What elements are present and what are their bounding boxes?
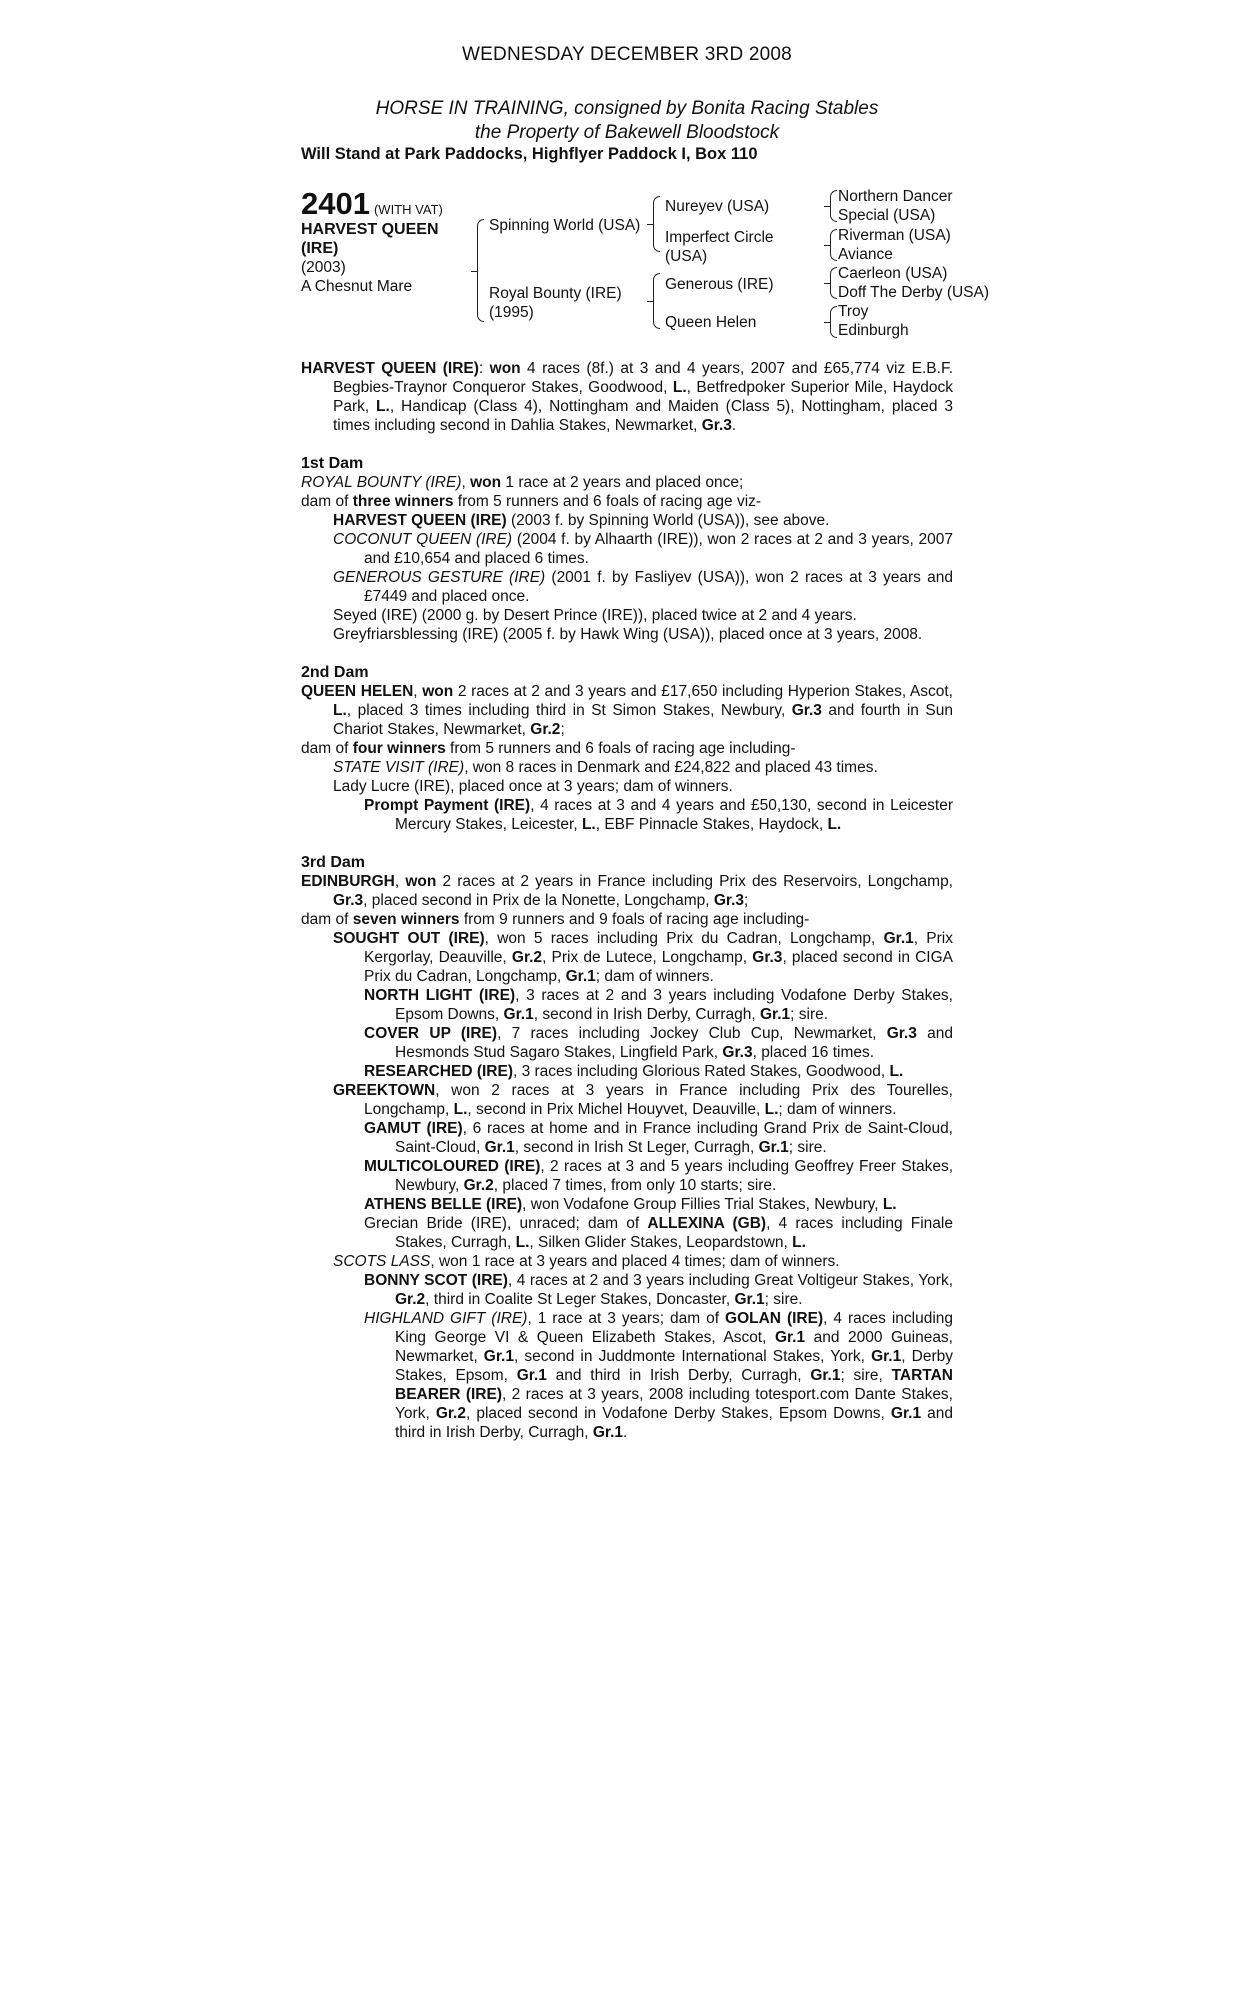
pedigree-sire-dam bbox=[665, 228, 774, 266]
third-dam-record: EDINBURGH, won 2 races at 2 years in France including Prix des Reservoirs, Longchamp, Gr.3, placed second in Prix de la Nonette, Longchamp, Gr.3; bbox=[301, 873, 953, 909]
pedigree-dss: Caerleon (USA) bbox=[838, 265, 948, 282]
sire-parents-brace bbox=[653, 196, 660, 252]
third-dam-heading: 3rd Dam bbox=[301, 854, 366, 871]
horse-name: HARVEST QUEEN bbox=[301, 221, 439, 238]
first-dam-section bbox=[301, 454, 953, 644]
pedigree-sire-dam-name: Imperfect Circle bbox=[665, 229, 774, 246]
pedigree-dam-sire: Generous (IRE) bbox=[665, 276, 774, 293]
pedigree-sire-sire: Nureyev (USA) bbox=[665, 198, 770, 215]
second-dam-record: QUEEN HELEN, won 2 races at 2 and 3 years and £17,650 including Hyperion Stakes, Ascot, L., placed 3 times including third in St Simon Stakes, Newbury, Gr.3 and fourth in Sun Chariot Stakes, Newmarket, Gr.2; bbox=[301, 683, 953, 738]
consignor-line: HORSE IN TRAINING, consigned by Bonita Racing Stables bbox=[375, 98, 879, 119]
pedigree-dam bbox=[489, 284, 622, 322]
produce-item: RESEARCHED (IRE), 3 races including Glorious Rated Stakes, Goodwood, L. bbox=[364, 1063, 904, 1080]
horse-country: (IRE) bbox=[301, 240, 339, 257]
produce-item: MULTICOLOURED (IRE), 2 races at 3 and 5 years including Geoffrey Freer Stakes, Newbury, Gr.2, placed 7 times, from only 10 starts; sire. bbox=[364, 1158, 954, 1194]
third-dam-section bbox=[301, 853, 953, 1442]
pedigree-dsd: Doff The Derby (USA) bbox=[838, 284, 990, 301]
pedigree-sire: Spinning World (USA) bbox=[489, 217, 641, 234]
lot-number: 2401 bbox=[301, 186, 370, 221]
produce-item: SCOTS LASS, won 1 race at 3 years and placed 4 times; dam of winners. bbox=[333, 1253, 840, 1270]
pedigree-dds: Troy bbox=[838, 303, 869, 320]
produce-item: HIGHLAND GIFT (IRE), 1 race at 3 years; dam of GOLAN (IRE), 4 races including King George VI & Queen Elizabeth Stakes, Ascot, Gr.1 and 2000 Guineas, Newmarket, Gr.1, second in Juddmonte International Stakes, York, Gr.1, Derby Stakes, Epsom, Gr.1 and third in Irish Derby, Curragh, Gr.1; sire, TARTAN BEARER (IRE), 2 races at 3 years, 2008 including totesport.com Dante Stakes, York, Gr.2, placed second in Vodafone Derby Stakes, Epsom Downs, Gr.1 and third in Irish Derby, Curragh, Gr.1. bbox=[364, 1310, 954, 1441]
pedigree-dam-year: (1995) bbox=[489, 304, 534, 321]
brace-g3-1 bbox=[830, 190, 837, 222]
second-dam-produce-summary: dam of four winners from 5 runners and 6 foals of racing age including- bbox=[301, 740, 796, 757]
property-line: the Property of Bakewell Bloodstock bbox=[474, 122, 780, 143]
produce-item: GENEROUS GESTURE (IRE) (2001 f. by Fasliyev (USA)), won 2 races at 3 years and £7449 and placed once. bbox=[333, 569, 953, 605]
produce-item: GAMUT (IRE), 6 races at home and in France including Grand Prix de Saint-Cloud, Saint-Cloud, Gr.1, second in Irish St Leger, Curragh, Gr.1; sire. bbox=[364, 1120, 953, 1156]
second-dam-section bbox=[301, 663, 953, 834]
second-dam-heading: 2nd Dam bbox=[301, 664, 369, 681]
produce-item: Grecian Bride (IRE), unraced; dam of ALLEXINA (GB), 4 races including Finale Stakes, Curragh, L., Silken Glider Stakes, Leopardstown, L. bbox=[364, 1215, 953, 1251]
brace-g3-2 bbox=[830, 229, 837, 261]
foaling-year: (2003) bbox=[301, 259, 346, 276]
race-record bbox=[301, 359, 953, 435]
pedigree-ddd: Edinburgh bbox=[838, 322, 909, 339]
first-dam-heading: 1st Dam bbox=[301, 455, 364, 472]
produce-item: Lady Lucre (IRE), placed once at 3 years; dam of winners. bbox=[333, 778, 733, 795]
pedigree-sds: Riverman (USA) bbox=[838, 227, 951, 244]
race-record-text: HARVEST QUEEN (IRE): won 4 races (8f.) at 3 and 4 years, 2007 and £65,774 viz E.B.F. Begbies-Traynor Conqueror Stakes, Goodwood, L., Betfredpoker Superior Mile, Haydock Park, L., Handicap (Class 4), Nottingham and Maiden (Class 5), Nottingham, placed 3 times including second in Dahlia Stakes, Newmarket, Gr.3. bbox=[301, 360, 953, 434]
sire-dam-brace bbox=[477, 219, 484, 322]
third-dam-produce-summary: dam of seven winners from 9 runners and 9 foals of racing age including- bbox=[301, 911, 810, 928]
produce-item: NORTH LIGHT (IRE), 3 races at 2 and 3 years including Vodafone Derby Stakes, Epsom Downs, Gr.1, second in Irish Derby, Curragh, Gr.1; sire. bbox=[364, 987, 953, 1023]
pedigree-sire-dam-country: (USA) bbox=[665, 248, 708, 265]
produce-item: STATE VISIT (IRE), won 8 races in Denmark and £24,822 and placed 43 times. bbox=[333, 759, 878, 776]
pedigree-dam-name: Royal Bounty (IRE) bbox=[489, 285, 622, 302]
produce-item: COCONUT QUEEN (IRE) (2004 f. by Alhaarth (IRE)), won 2 races at 2 and 3 years, 2007 and £10,654 and placed 6 times. bbox=[333, 531, 954, 567]
produce-item: BONNY SCOT (IRE), 4 races at 2 and 3 years including Great Voltigeur Stakes, York, Gr.2, third in Coalite St Leger Stakes, Doncaster, Gr.1; sire. bbox=[364, 1272, 953, 1308]
vat-note: (WITH VAT) bbox=[373, 202, 443, 217]
sale-date: WEDNESDAY DECEMBER 3RD 2008 bbox=[462, 44, 792, 65]
brace-g3-4 bbox=[830, 306, 837, 338]
produce-item: Prompt Payment (IRE), 4 races at 3 and 4 years and £50,130, second in Leicester Mercury Stakes, Leicester, L., EBF Pinnacle Stakes, Haydock, L. bbox=[364, 797, 953, 833]
produce-item: Greyfriarsblessing (IRE) (2005 f. by Hawk Wing (USA)), placed once at 3 years, 2008. bbox=[333, 626, 923, 643]
first-dam-produce-summary: dam of three winners from 5 runners and 6 foals of racing age viz- bbox=[301, 493, 762, 510]
produce-item: ATHENS BELLE (IRE), won Vodafone Group Fillies Trial Stakes, Newbury, L. bbox=[364, 1196, 897, 1213]
pedigree-sdd: Aviance bbox=[838, 246, 893, 263]
produce-item: HARVEST QUEEN (IRE) (2003 f. by Spinning World (USA)), see above. bbox=[333, 512, 830, 529]
pedigree-sss: Northern Dancer bbox=[838, 188, 953, 205]
first-dam-record: ROYAL BOUNTY (IRE), won 1 race at 2 years and placed once; bbox=[301, 474, 744, 491]
horse-description: A Chesnut Mare bbox=[301, 278, 413, 295]
dam-parents-brace bbox=[653, 273, 660, 329]
produce-item: Seyed (IRE) (2000 g. by Desert Prince (IRE)), placed twice at 2 and 4 years. bbox=[333, 607, 857, 624]
stand-location: Will Stand at Park Paddocks, Highflyer Paddock I, Box 110 bbox=[301, 145, 758, 163]
produce-item: GREEKTOWN, won 2 races at 3 years in France including Prix des Tourelles, Longchamp, L., second in Prix Michel Houyvet, Deauville, L.; dam of winners. bbox=[333, 1082, 953, 1118]
produce-item: COVER UP (IRE), 7 races including Jockey Club Cup, Newmarket, Gr.3 and Hesmonds Stud Sagaro Stakes, Lingfield Park, Gr.3, placed 16 times. bbox=[364, 1025, 953, 1061]
pedigree-ssd: Special (USA) bbox=[838, 207, 936, 224]
produce-item: SOUGHT OUT (IRE), won 5 races including Prix du Cadran, Longchamp, Gr.1, Prix Kergorlay, Deauville, Gr.2, Prix de Lutece, Longchamp, Gr.3, placed second in CIGA Prix du Cadran, Longchamp, Gr.1; dam of winners. bbox=[333, 930, 953, 985]
pedigree-dam-dam: Queen Helen bbox=[665, 314, 757, 331]
lot-info bbox=[301, 188, 471, 296]
brace-g3-3 bbox=[830, 267, 837, 299]
